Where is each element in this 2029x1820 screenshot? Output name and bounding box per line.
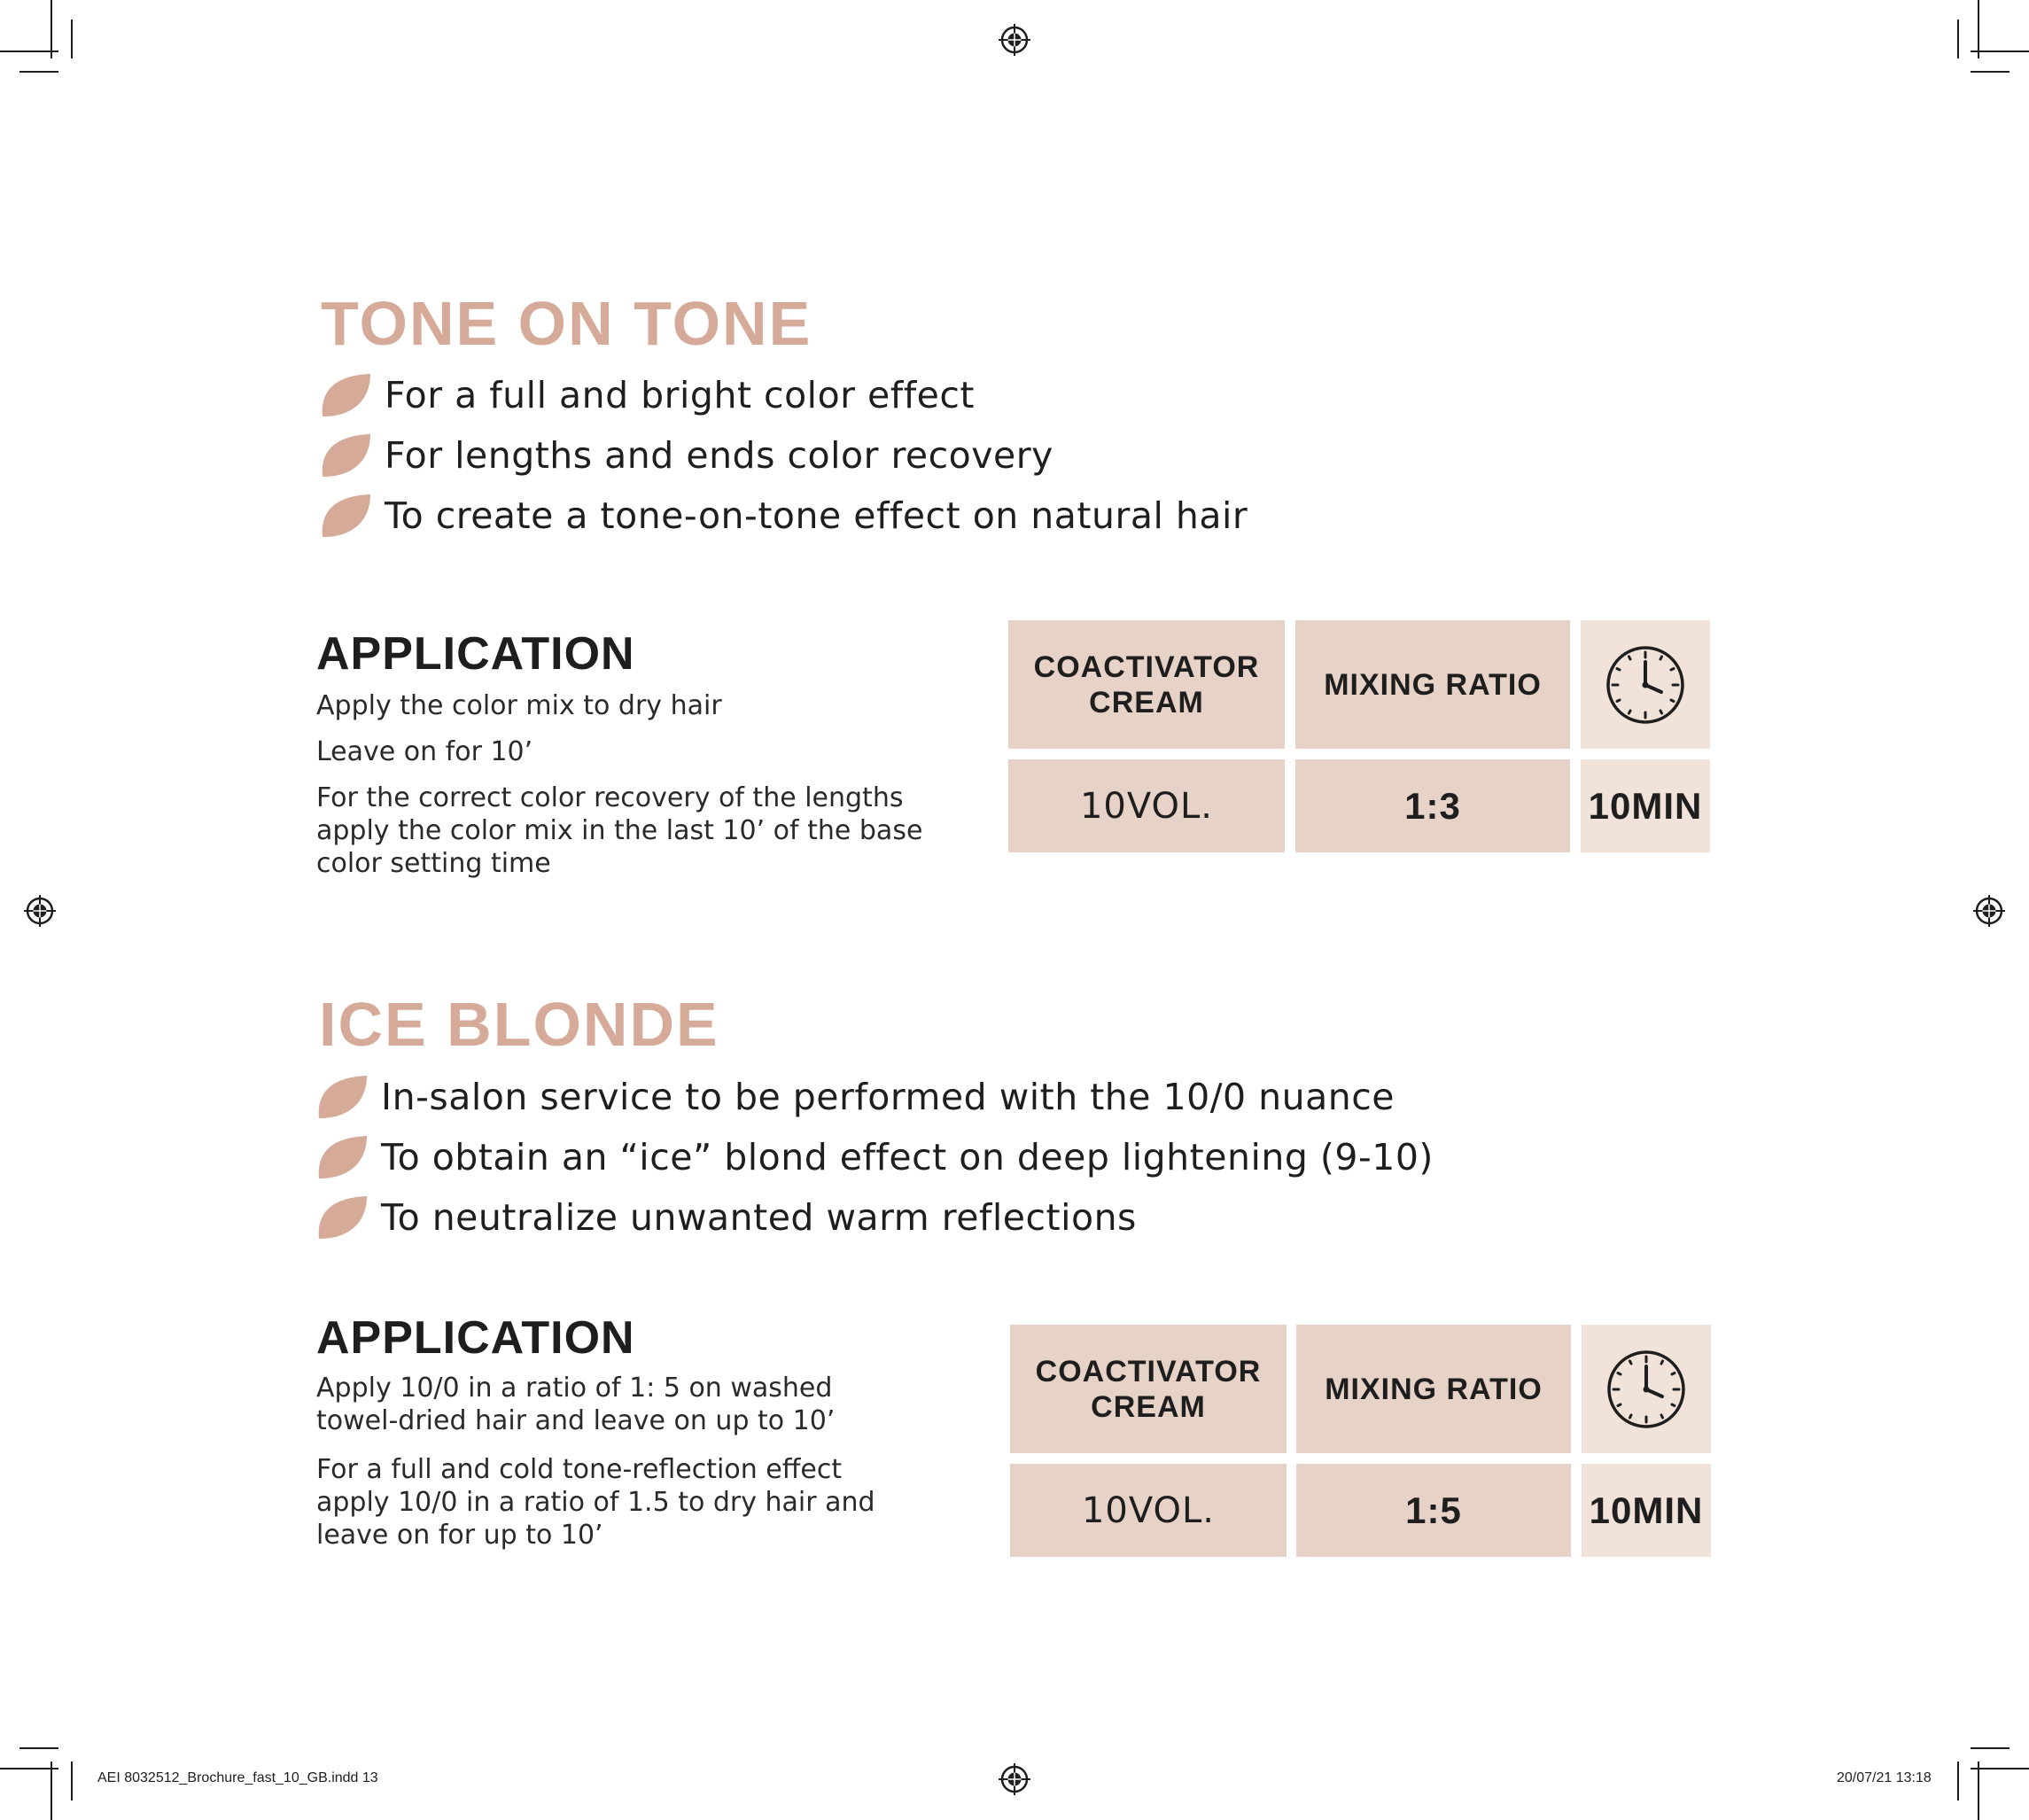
crop-mark — [1957, 19, 1959, 58]
coactivator-header: COACTIVATOR CREAM — [1008, 620, 1285, 749]
leaf-bullet-icon — [315, 1072, 370, 1122]
bullet-text: To neutralize unwanted warm reflections — [381, 1196, 1137, 1239]
crop-mark — [1957, 1762, 1959, 1801]
application-heading: APPLICATION — [316, 628, 635, 680]
tone-on-tone-bullet — [319, 491, 1248, 541]
crop-mark — [1971, 1747, 2010, 1749]
clock-icon — [1605, 1349, 1687, 1430]
ice-blonde-title: ICE BLONDE — [319, 990, 719, 1059]
crop-mark — [71, 19, 73, 58]
bullet-text: For lengths and ends color recovery — [385, 434, 1053, 477]
tone-on-tone-bullet — [319, 370, 975, 420]
registration-mark-icon — [1973, 895, 2005, 927]
bullet-text: To create a tone-on-tone effect on natural hair — [385, 494, 1248, 537]
crop-mark — [0, 51, 58, 52]
application-text: For a full and cold tone-reflection effect apply 10/0 in a ratio of 1.5 to dry hair and leave on for up to 10’ — [316, 1454, 875, 1551]
coactivator-value: 10VOL. — [1008, 759, 1285, 852]
application-text: Leave on for 10’ — [316, 736, 533, 767]
crop-mark — [1971, 51, 2029, 52]
tone-on-tone-title: TONE ON TONE — [321, 289, 812, 358]
tone-on-tone-bullet — [319, 431, 1053, 480]
ice-blonde-bullet — [315, 1132, 1434, 1182]
application-text: Apply 10/0 in a ratio of 1: 5 on washed towel-dried hair and leave on up to 10’ — [316, 1373, 836, 1436]
footer-file-info: AEI 8032512_Brochure_fast_10_GB.indd 13 — [97, 1770, 378, 1785]
crop-mark — [51, 1762, 52, 1820]
bullet-text: In-salon service to be performed with the 10/0 nuance — [381, 1076, 1395, 1118]
crop-mark — [71, 1762, 73, 1801]
leaf-bullet-icon — [319, 370, 374, 420]
time-header — [1582, 1325, 1711, 1453]
crop-mark — [1971, 71, 2010, 73]
crop-mark — [0, 1768, 58, 1769]
crop-mark — [1971, 1768, 2029, 1769]
mixing-ratio-header: MIXING RATIO — [1295, 620, 1570, 749]
crop-mark — [19, 1747, 58, 1749]
bullet-text: For a full and bright color effect — [385, 374, 975, 416]
time-value: 10MIN — [1581, 759, 1710, 852]
crop-mark — [1978, 1762, 1979, 1820]
mixing-ratio-value: 1:5 — [1296, 1464, 1571, 1557]
leaf-bullet-icon — [319, 491, 374, 541]
time-header — [1581, 620, 1710, 749]
mixing-ratio-header: MIXING RATIO — [1296, 1325, 1571, 1453]
application-text: For the correct color recovery of the lengths apply the color mix in the last 10’ of the base color setting time — [316, 782, 923, 879]
leaf-bullet-icon — [315, 1193, 370, 1242]
registration-mark-icon — [999, 1763, 1030, 1795]
bullet-text: To obtain an “ice” blond effect on deep lightening (9-10) — [381, 1136, 1434, 1178]
crop-mark — [19, 71, 58, 73]
leaf-bullet-icon — [315, 1132, 370, 1182]
ice-blonde-bullet — [315, 1193, 1137, 1242]
application-heading: APPLICATION — [316, 1312, 635, 1364]
application-text: Apply the color mix to dry hair — [316, 690, 722, 721]
coactivator-header: COACTIVATOR CREAM — [1010, 1325, 1287, 1453]
ice-blonde-bullet — [315, 1072, 1395, 1122]
time-value: 10MIN — [1582, 1464, 1711, 1557]
registration-mark-icon — [999, 24, 1030, 56]
clock-icon — [1605, 644, 1686, 726]
footer-date: 20/07/21 13:18 — [1837, 1770, 1932, 1785]
registration-mark-icon — [24, 895, 56, 927]
coactivator-value: 10VOL. — [1010, 1464, 1287, 1557]
mixing-ratio-value: 1:3 — [1295, 759, 1570, 852]
leaf-bullet-icon — [319, 431, 374, 480]
